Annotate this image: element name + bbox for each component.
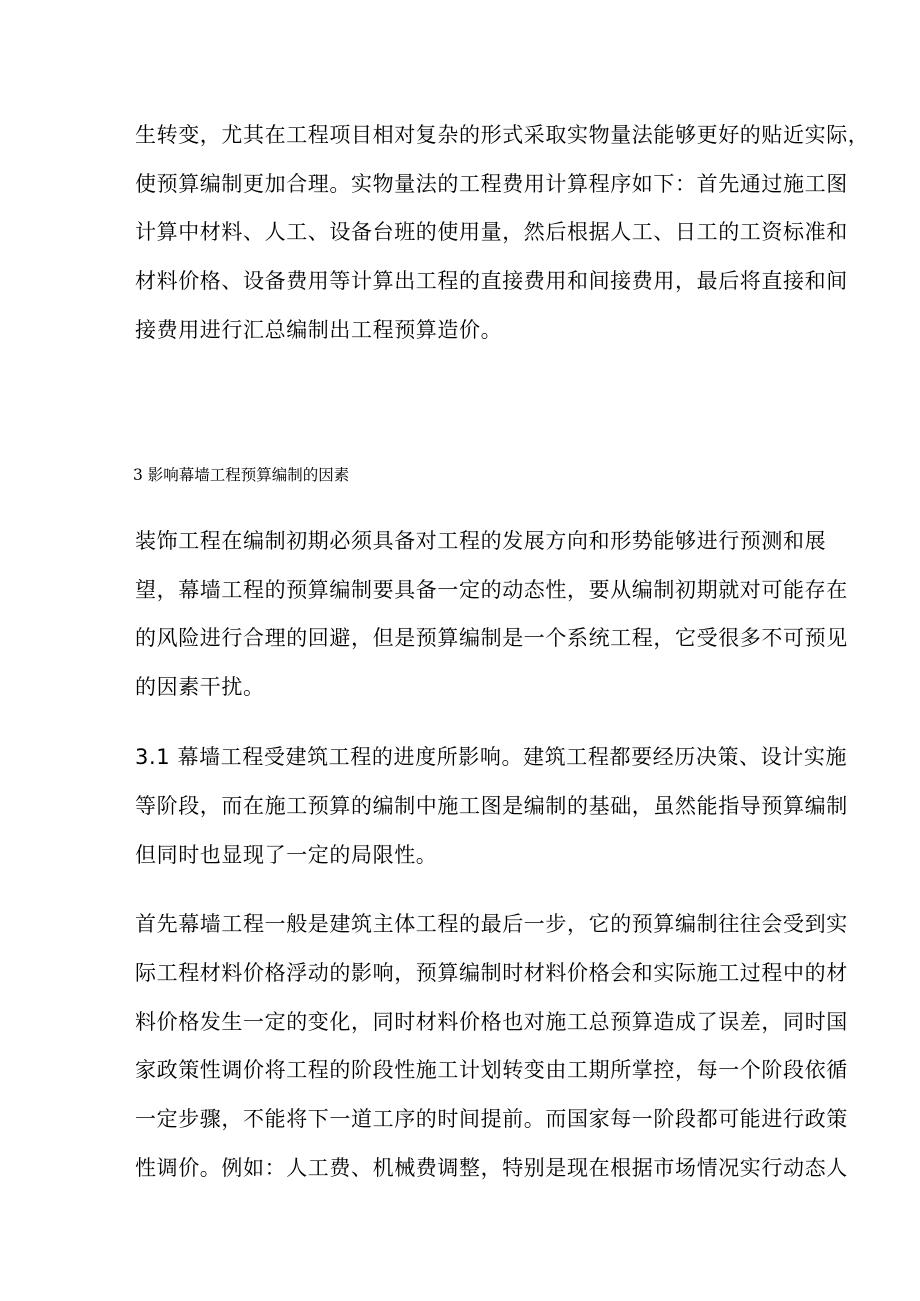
paragraph-line: 材料价格、设备费用等计算出工程的直接费用和间接费用，最后将直接和间 [135,269,848,293]
paragraph-line: 但同时也显现了一定的局限性。 [135,843,438,867]
paragraph-line: 等阶段，而在施工预算的编制中施工图是编制的基础，虽然能指导预算编制 [135,794,848,818]
paragraph-line: 料价格发生一定的变化，同时材料价格也对施工总预算造成了误差，同时国 [135,1010,848,1034]
paragraph-line: 3.1 幕墙工程受建筑工程的进度所影响。建筑工程都要经历决策、设计实施 [135,745,848,769]
paragraph-line: 性调价。例如：人工费、机械费调整，特别是现在根据市场情况实行动态人 [135,1156,848,1180]
paragraph-line: 家政策性调价将工程的阶段性施工计划转变由工期所掌控，每一个阶段依循 [135,1058,848,1082]
paragraph-line: 接费用进行汇总编制出工程预算造价。 [135,318,503,342]
paragraph-line: 首先幕墙工程一般是建筑主体工程的最后一步，它的预算编制往往会受到实 [135,912,848,936]
paragraph-line: 生转变，尤其在工程项目相对复杂的形式采取实物量法能够更好的贴近实际， [135,123,870,147]
paragraph-line: 装饰工程在编制初期必须具备对工程的发展方向和形势能够进行预测和展 [135,529,827,553]
paragraph-line: 望，幕墙工程的预算编制要具备一定的动态性，要从编制初期就对可能存在 [135,578,848,602]
paragraph-line: 一定步骤，不能将下一道工序的时间提前。而国家每一阶段都可能进行政策 [135,1107,848,1131]
paragraph-line: 的风险进行合理的回避，但是预算编制是一个系统工程，它受很多不可预见 [135,626,848,650]
paragraph-line: 使预算编制更加合理。实物量法的工程费用计算程序如下：首先通过施工图 [135,172,848,196]
paragraph-line: 的因素干扰。 [135,675,265,699]
section-heading: 3 影响幕墙工程预算编制的因素 [133,466,350,484]
paragraph-line: 际工程材料价格浮动的影响，预算编制时材料价格会和实际施工过程中的材 [135,961,848,985]
paragraph-line: 计算中材料、人工、设备台班的使用量，然后根据人工、日工的工资标准和 [135,220,848,244]
